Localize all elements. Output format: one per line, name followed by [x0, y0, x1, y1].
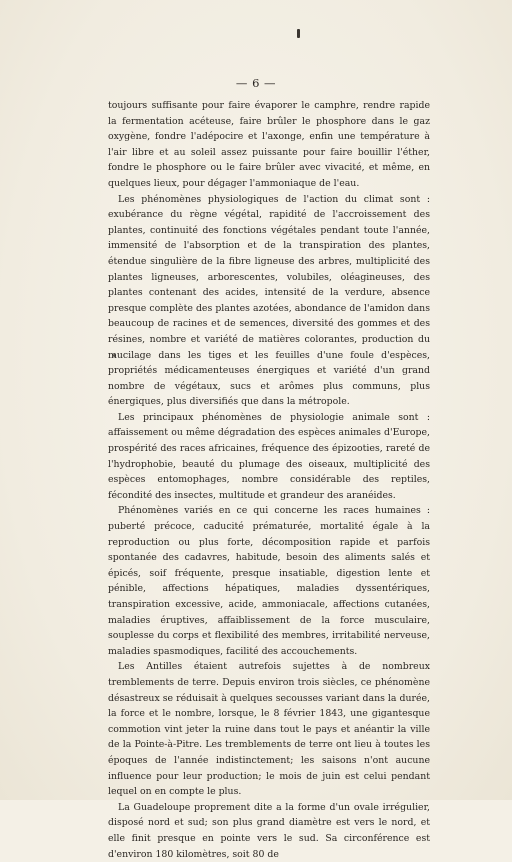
ink-mark: [297, 29, 300, 38]
page-number: — 6 —: [235, 76, 277, 90]
paragraph-4: Phénomènes variés en ce qui concerne les races humaines : puberté précoce, caducité prématurée, mortalité égale à la reproduction ou plus forte, décomposition rapide et parfois spontanée des cadavres, habitude, besoin des aliments salés et épicés, soif fréquente, presque insatiable, digestion lente et pénible, affections hépatiques, maladies dyssentériques, transpiration excessive, acide, ammoniacale, affections cutanées, maladies éruptives, affaiblissement de la force musculaire, souplesse du corps et flexibilité des membres, irritabilité nerveuse, maladies spasmodiques, facilité des accouchements.: [108, 505, 430, 657]
paragraph-6: La Guadeloupe proprement dite a la forme d'un ovale irrégulier, disposé nord et sud; son plus grand diamètre est vers le nord, et elle finit presque en pointe vers le sud. Sa circonférence est d'environ 180 kilomètres, soit 80 de: [108, 801, 430, 860]
paragraph-2: Les phénomènes physiologiques de l'action du climat sont : exubérance du règne végétal, rapidité de l'accroissement des plantes, continuité des fonctions végétales pendant toute l'année, immensité de l'absorption et de la transpiration des plantes, étendue singulière de la fibre ligneuse des arbres, multiplicité des plantes ligneuses, arborescentes, volubiles, oléagineuses, des plantes contenant des acides, intensité de la verdure, absence presque complète des plantes azotées, abondance de l'amidon dans beaucoup de racines et de semences, diversité des gommes et des résines, nombre et variété de matières colorantes, production du mucilage dans les tiges et les feuilles d'une foule d'espèces, propriétés médicamenteuses énergiques et variété d'un grand nombre de végétaux, sucs et arômes plus communs, plus énergiques, plus diversifiés que dans la métropole.: [108, 193, 430, 408]
paragraph-5: Les Antilles étaient autrefois sujettes à de nombreux tremblements de terre. Depuis environ trois siècles, ce phénomène désastreux se réduisait à quelques secousses variant dans la durée, la force et le nombre, lorsque, le 8 février 1843, une gigantesque commotion vint jeter la ruine dans tout le pays et anéantir la ville de la Pointe-à-Pitre. Les tremblements de terre ont lieu à toutes les époques de l'année indistinctement; les saisons n'ont aucune influence pour leur production; le mois de juin est celui pendant lequel on en compte le plus.: [108, 661, 430, 798]
paragraph-1: toujours suffisante pour faire évaporer le camphre, rendre rapide la fermentation acéteuse, faire brûler le phosphore dans le gaz oxygène, fondre l'adépocire et l'axonge, enfin une température à l'air libre et au soleil assez puissante pour faire bouillir l'éther, fondre le phosphore ou le faire brûler avec vivacité, et même, en quelques lieux, pour dégager l'ammoniaque de l'eau.: [108, 100, 430, 189]
body-text: [108, 98, 430, 862]
paragraph-3: Les principaux phénomènes de physiologie animale sont : affaissement ou même dégradation des espèces animales d'Europe, prospérité des races africaines, fréquence des épizooties, rareté de l'hydrophobie, beauté du plumage des oiseaux, multiplicité des espèces entomophages, nombre considérable des reptiles, fécondité des insectes, multitude et grandeur des aranéides.: [108, 411, 430, 501]
